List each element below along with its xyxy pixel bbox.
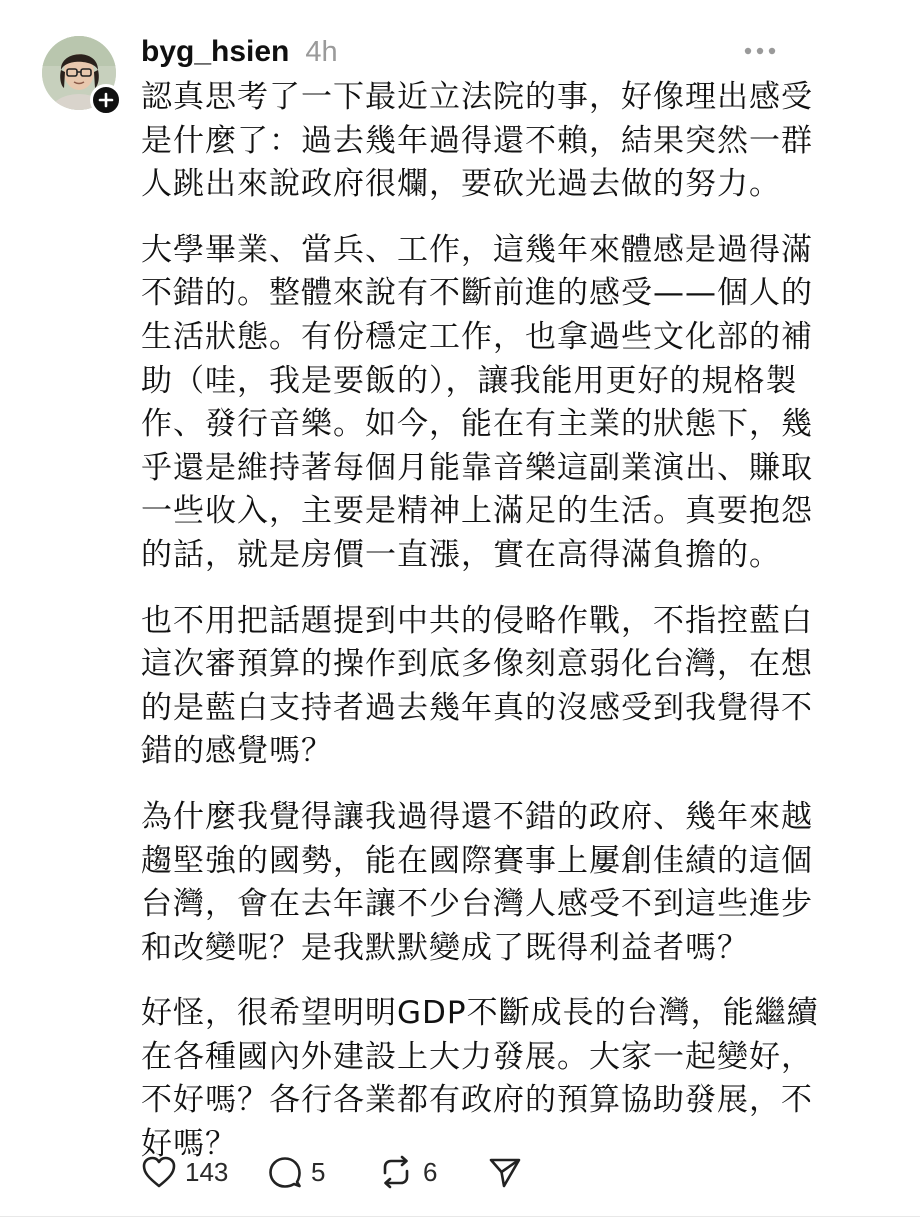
- text-line: 好怪，很希望明明GDP不斷成長的台灣，能繼續: [141, 995, 819, 1032]
- text-line: 為什麼我覺得讓我過得還不錯的政府、幾年來越: [141, 798, 813, 835]
- reply-count: 5: [311, 1156, 326, 1187]
- repost-button[interactable]: [377, 1155, 487, 1189]
- text-line: 生活狀態。有份穩定工作，也拿過些文化部的補: [141, 318, 813, 355]
- text-line: 認真思考了一下最近立法院的事，好像理出感受: [141, 79, 813, 115]
- like-button[interactable]: [141, 1155, 267, 1189]
- text-line: 和改變呢？是我默默變成了既得利益者嗎？: [141, 929, 749, 966]
- post-paragraph: [141, 796, 813, 970]
- text-line: 不好嗎？各行各業都有政府的預算協助發展，不: [141, 1082, 813, 1119]
- text-line: 一些收入，主要是精神上滿足的生活。真要抱怨: [141, 493, 813, 530]
- text-line: 這次審預算的操作到底多像刻意弱化台灣，在想: [141, 646, 813, 683]
- username[interactable]: byg_hsien: [141, 35, 290, 68]
- post-divider: [0, 1216, 920, 1217]
- text-line: 助（哇，我是要飯的），讓我能用更好的規格製: [141, 362, 798, 399]
- repost-count: 6: [423, 1156, 438, 1187]
- follow-button[interactable]: [90, 84, 122, 116]
- text-line: 是什麼了：過去幾年過得還不賴，結果突然一群: [141, 122, 813, 159]
- post-paragraph: [141, 992, 819, 1166]
- text-line: 台灣，會在去年讓不少台灣人感受不到這些進步: [141, 886, 813, 923]
- text-line: 的話，就是房價一直漲，實在高得滿負擔的。: [141, 536, 781, 573]
- text-line: 大學畢業、當兵、工作，這幾年來體感是過得滿: [141, 231, 813, 268]
- text-line: 乎還是維持著每個月能靠音樂這副業演出、賺取: [141, 449, 813, 486]
- share-button[interactable]: [487, 1155, 523, 1189]
- text-line: 人跳出來說政府很爛，要砍光過去做的努力。: [141, 166, 781, 203]
- plus-icon: [98, 92, 114, 108]
- text-line: 好嗎？: [141, 1126, 237, 1163]
- text-line: 趨堅強的國勢，能在國際賽事上屢創佳績的這個: [141, 842, 813, 879]
- comment-icon: [267, 1155, 303, 1189]
- send-icon: [487, 1155, 523, 1189]
- text-line: 作、發行音樂。如今，能在有主業的狀態下，幾: [141, 406, 813, 443]
- heart-icon: [141, 1155, 177, 1189]
- text-line: 在各種國內外建設上大力發展。大家一起變好，: [141, 1038, 813, 1075]
- avatar-container[interactable]: [42, 36, 116, 110]
- more-button[interactable]: [738, 38, 782, 64]
- post-paragraph: [141, 229, 813, 578]
- post-body: [141, 76, 819, 1189]
- reply-button[interactable]: [267, 1155, 377, 1189]
- repost-icon: [377, 1155, 415, 1189]
- post-time: 4h: [305, 35, 338, 68]
- text-line: 不錯的。整體來說有不斷前進的感受——個人的: [141, 275, 813, 312]
- post-actions: [141, 1150, 523, 1194]
- post-header: [141, 30, 338, 74]
- post-paragraph: [141, 600, 813, 774]
- text-line: 也不用把話題提到中共的侵略作戰，不指控藍白: [141, 602, 813, 639]
- like-count: 143: [185, 1156, 229, 1187]
- text-line: 錯的感覺嗎？: [141, 733, 333, 770]
- text-line: 的是藍白支持者過去幾年真的沒感受到我覺得不: [141, 689, 813, 726]
- more-horizontal-icon: [744, 47, 776, 55]
- post-paragraph: [141, 76, 813, 207]
